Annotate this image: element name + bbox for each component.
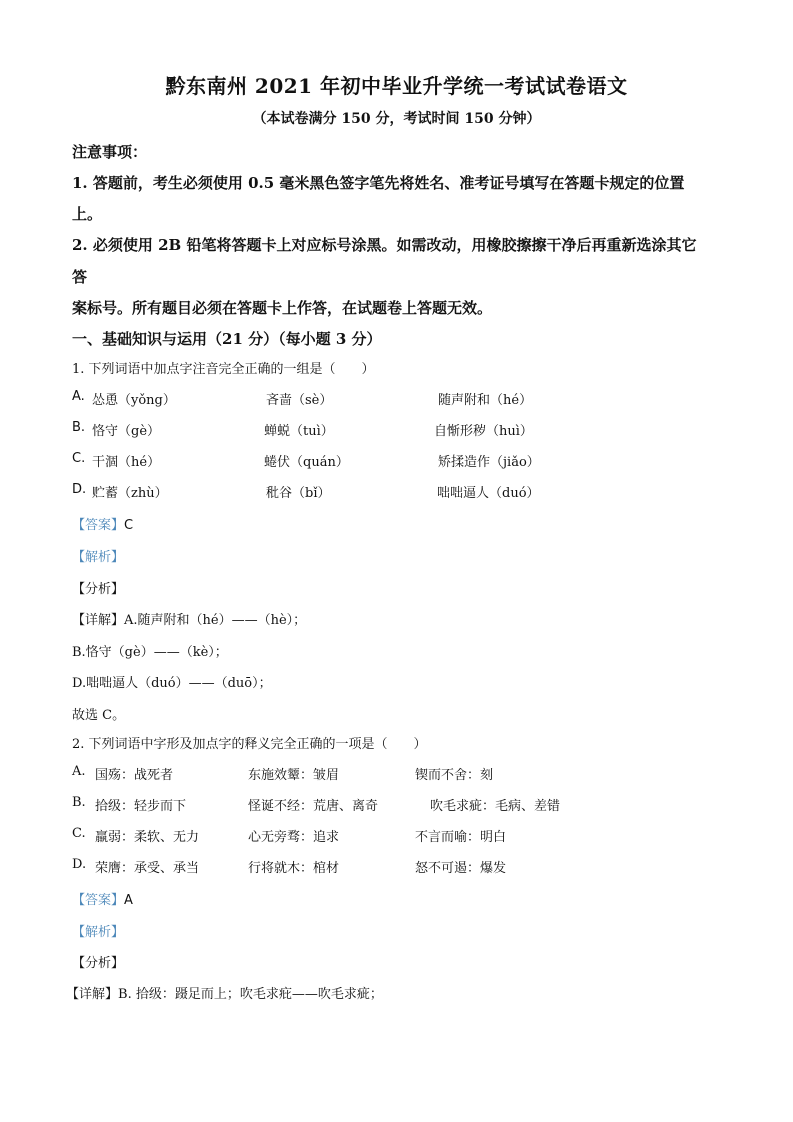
- q2-option-c-label: C.: [72, 826, 86, 841]
- notice-heading: 注意事项：: [72, 143, 148, 161]
- page-title: 黔东南州 2021 年初中毕业升学统一考试试卷语文: [165, 74, 628, 98]
- q2-option-d-item-2: 行将就木：棺材: [248, 861, 340, 876]
- notice-line-5: 案标号。所有题目必须在答题卡上作答，在试题卷上答题无效。: [72, 299, 493, 317]
- notice-line-4: 答: [72, 268, 88, 286]
- q2-analysis-tag: 【解析】: [72, 925, 125, 940]
- q1-option-a-label: A.: [72, 389, 85, 404]
- q2-option-a-label: A.: [72, 764, 86, 779]
- q2-option-a-item-3: 锲而不舍：刻: [415, 768, 494, 783]
- q2-option-b-label: B.: [72, 795, 86, 810]
- q1-option-c-label: C.: [72, 451, 86, 466]
- question-2-stem: 2. 下列词语中字形及加点字的释义完全正确的一项是（ ）: [72, 737, 427, 752]
- q1-detail: [72, 609, 306, 628]
- q2-option-a-item-1: 国殇：战死者: [95, 768, 174, 783]
- q1-option-a-item-1: 怂恿（yǒng）: [92, 393, 176, 408]
- q1-option-c-item-1: 干涸（hé）: [92, 455, 161, 470]
- q1-option-a-item-3: 随声附和（hé）: [438, 393, 533, 408]
- q1-conclusion: 故选 C。: [72, 708, 126, 723]
- notice-line-2: 上。: [72, 205, 103, 223]
- q1-fenxi-tag: 【分析】: [72, 582, 125, 597]
- q2-option-c-item-2: 心无旁骛：追求: [248, 830, 340, 845]
- q1-option-c-item-3: 矫揉造作（jiǎo）: [438, 455, 540, 470]
- q1-option-b-label: B.: [72, 420, 86, 435]
- question-1-stem: 1. 下列词语中加点字注音完全正确的一组是（ ）: [72, 362, 375, 377]
- section-heading: 一、基础知识与运用（21 分）（每小题 3 分）: [72, 330, 382, 348]
- q2-option-b-item-2: 怪诞不经：荒唐、离奇: [248, 799, 379, 814]
- q1-option-d-item-1: 贮蓄（zhù）: [92, 486, 168, 501]
- q1-option-b-item-1: 恪守（gè）: [92, 424, 161, 439]
- notice-line-1: 1. 答题前，考生必须使用 0.5 毫米黑色签字笔先将姓名、准考证号填写在答题卡规定的位置: [72, 174, 685, 192]
- q1-option-c-item-2: 蜷伏（quán）: [264, 455, 349, 470]
- q2-answer: [72, 889, 133, 908]
- q1-detail-line-2: B.恪守（gè）——（kè）；: [72, 645, 228, 660]
- q2-option-d-item-3: 怒不可遏：爆发: [415, 861, 507, 876]
- q2-option-b-item-3: 吹毛求疵：毛病、差错: [430, 799, 561, 814]
- q1-option-d-item-2: 秕谷（bǐ）: [266, 486, 331, 501]
- q2-option-d-item-1: 荣膺：承受、承当: [95, 861, 200, 876]
- q1-option-b-item-3: 自惭形秽（huì）: [434, 424, 533, 439]
- q2-fenxi-tag: 【分析】: [72, 956, 125, 971]
- q1-option-d-label: D.: [72, 482, 87, 497]
- q1-option-d-item-3: 咄咄逼人（duó）: [437, 486, 540, 501]
- answer-value: C: [124, 518, 134, 533]
- detail-tag: 【详解】: [72, 613, 125, 628]
- answer-value: A: [124, 893, 133, 908]
- q2-option-a-item-2: 东施效颦：皱眉: [248, 768, 340, 783]
- notice-line-3: 2. 必须使用 2B 铅笔将答题卡上对应标号涂黑。如需改动，用橡胶擦擦干净后再重新选涂其它: [72, 236, 697, 254]
- answer-tag: 【答案】: [72, 893, 125, 908]
- q2-option-b-item-1: 拾级：轻步而下: [95, 799, 187, 814]
- answer-tag: 【答案】: [72, 518, 125, 533]
- q2-option-c-item-1: 羸弱：柔软、无力: [95, 830, 200, 845]
- q1-option-b-item-2: 蝉蜕（tuì）: [264, 424, 334, 439]
- q1-answer: [72, 514, 133, 533]
- q1-analysis-tag: 【解析】: [72, 550, 125, 565]
- q1-option-a-item-2: 吝啬（sè）: [266, 393, 333, 408]
- page-subtitle: （本试卷满分 150 分，考试时间 150 分钟）: [252, 111, 541, 127]
- detail-line: A.随声附和（hé）——（hè）；: [124, 613, 307, 628]
- detail-tag: 【详解】: [66, 987, 119, 1002]
- detail-line: B. 拾级：蹑足而上；吹毛求疪——吹毛求疵；: [118, 987, 383, 1002]
- q2-option-c-item-3: 不言而喻：明白: [415, 830, 507, 845]
- q2-option-d-label: D.: [72, 857, 87, 872]
- q2-detail: [66, 983, 383, 1002]
- q1-detail-line-3: D.咄咄逼人（duó）——（duō）；: [72, 676, 272, 691]
